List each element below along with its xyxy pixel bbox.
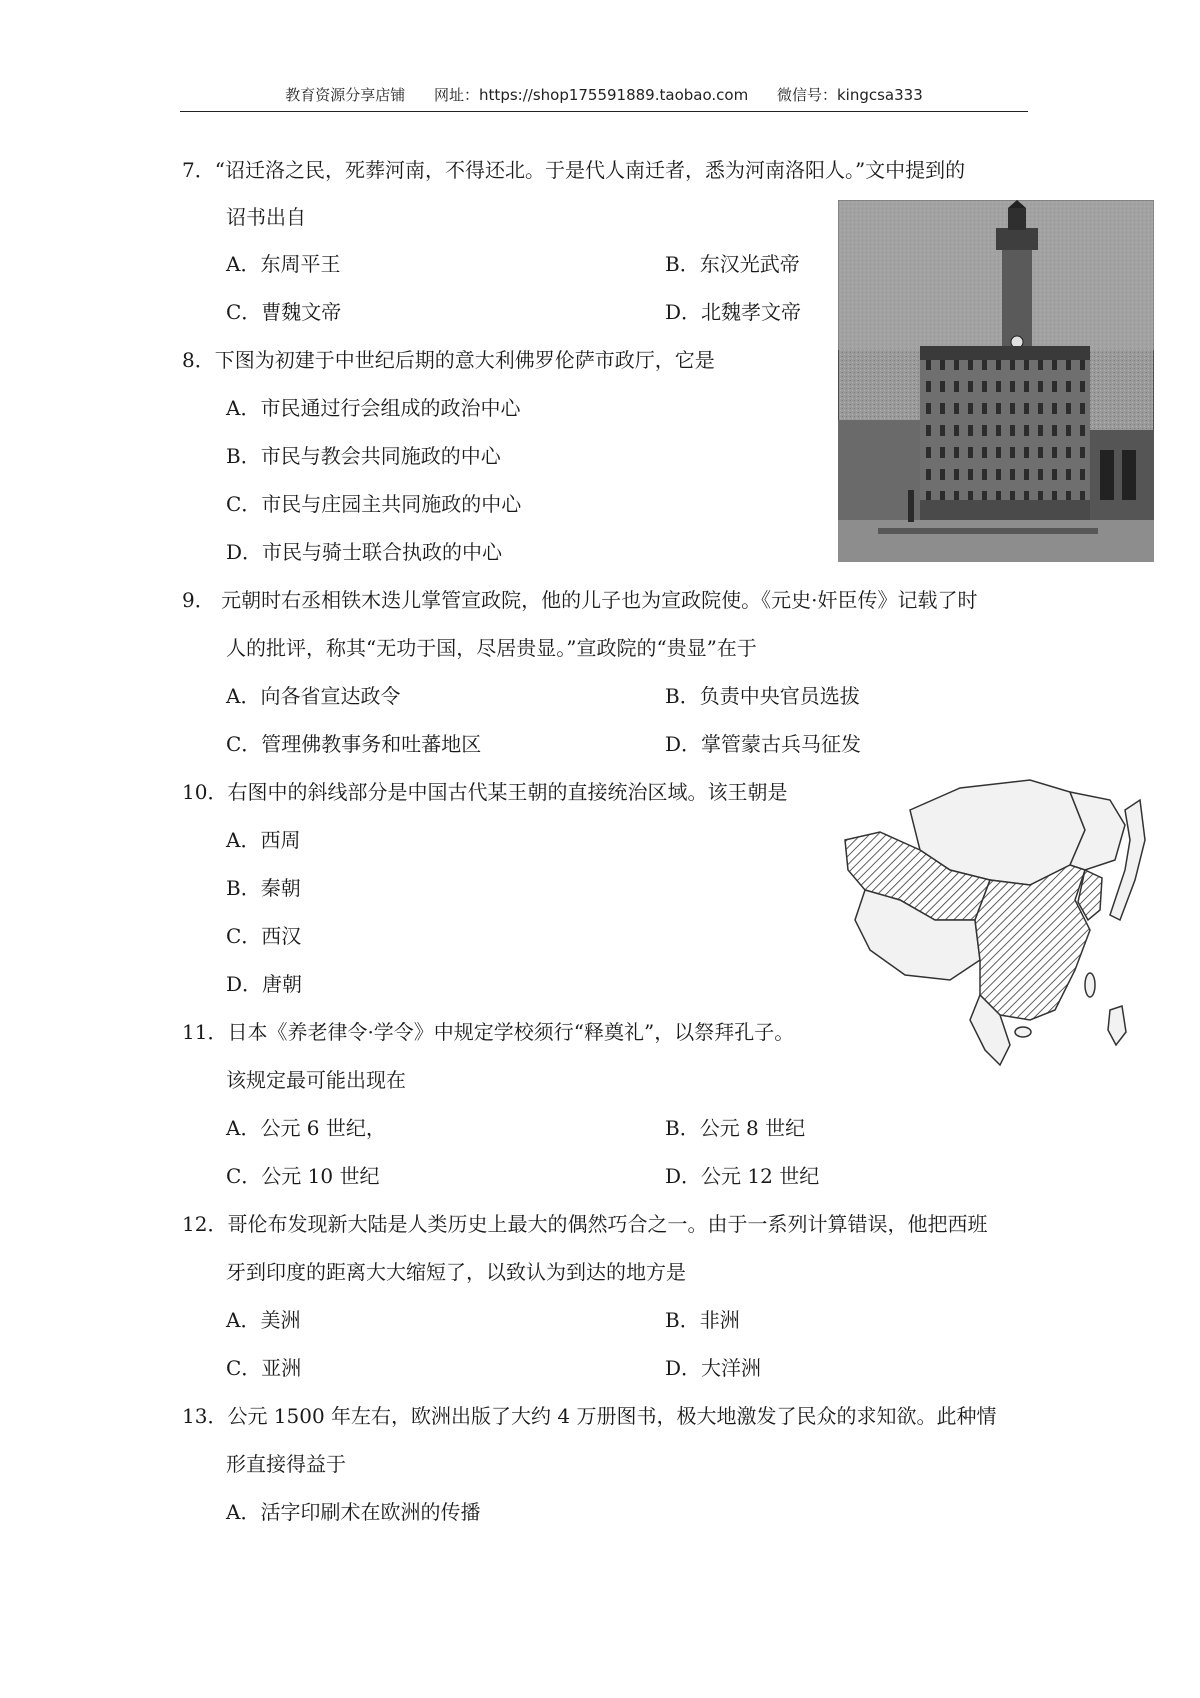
q7-option-d: D．北魏孝文帝: [665, 300, 802, 324]
q13-stem-cont: 形直接得益于: [226, 1452, 346, 1476]
q7-option-c: C．曹魏文帝: [226, 300, 342, 324]
q8-option-c: C．市民与庄园主共同施政的中心: [226, 492, 522, 516]
q11-option-a: A．公元 6 世纪，: [226, 1116, 386, 1140]
q11-stem: 11．日本《养老律令·学令》中规定学校须行“释奠礼”，以祭拜孔子。: [182, 1020, 795, 1044]
q12-option-c: C．亚洲: [226, 1356, 302, 1380]
q11-option-b: B．公元 8 世纪: [665, 1116, 806, 1140]
q12-option-a: A．美洲: [226, 1308, 301, 1332]
q11-option-d: D．公元 12 世纪: [665, 1164, 820, 1188]
q10-option-c: C．西汉: [226, 924, 302, 948]
q7-option-a: A．东周平王: [226, 252, 341, 276]
header-wechat: 微信号：kingcsa333: [776, 86, 923, 104]
q7-stem-cont: 诏书出自: [226, 205, 306, 229]
q9-stem-cont: 人的批评，称其“无功于国，尽居贵显。”宣政院的“贵显”在于: [226, 636, 757, 660]
q7-option-b: B．东汉光武帝: [665, 252, 800, 276]
q10-option-b: B．秦朝: [226, 876, 301, 900]
header-url: 网址：https://shop175591889.taobao.com: [434, 86, 749, 104]
q12-option-d: D．大洋洲: [665, 1356, 762, 1380]
q10-stem: 10．右图中的斜线部分是中国古代某王朝的直接统治区域。该王朝是: [182, 780, 788, 804]
q11-stem-cont: 该规定最可能出现在: [226, 1068, 406, 1092]
q8-option-a: A．市民通过行会组成的政治中心: [226, 396, 521, 420]
q7-stem: 7．“诏迁洛之民，死葬河南，不得还北。于是代人南迁者，悉为河南洛阳人。”文中提到的: [182, 158, 966, 182]
dynasty-territory-map: [840, 770, 1160, 1070]
q8-stem: 8．下图为初建于中世纪后期的意大利佛罗伦萨市政厅，它是: [182, 348, 715, 372]
header-shop: 教育资源分享店铺: [285, 86, 406, 104]
palazzo-vecchio-photo: [838, 200, 1154, 562]
q8-option-d: D．市民与骑士联合执政的中心: [226, 540, 503, 564]
q9-option-c: C．管理佛教事务和吐蕃地区: [226, 732, 482, 756]
q10-option-a: A．西周: [226, 828, 301, 852]
q13-stem: 13．公元 1500 年左右，欧洲出版了大约 4 万册图书，极大地激发了民众的求知欲。此种情: [182, 1404, 997, 1428]
q9-option-d: D．掌管蒙古兵马征发: [665, 732, 862, 756]
q9-option-b: B．负责中央官员选拔: [665, 684, 860, 708]
q9-stem: 9． 元朝时右丞相铁木迭儿掌管宣政院，他的儿子也为宣政院使。《元史·奸臣传》记载了时: [182, 588, 978, 612]
q12-option-b: B．非洲: [665, 1308, 740, 1332]
q13-option-a: A．活字印刷术在欧洲的传播: [226, 1500, 481, 1524]
q11-option-c: C．公元 10 世纪: [226, 1164, 380, 1188]
q10-option-d: D．唐朝: [226, 972, 303, 996]
q8-option-b: B．市民与教会共同施政的中心: [226, 444, 501, 468]
q9-option-a: A．向各省宣达政令: [226, 684, 401, 708]
q12-stem: 12．哥伦布发现新大陆是人类历史上最大的偶然巧合之一。由于一系列计算错误，他把西班: [182, 1212, 988, 1236]
q12-stem-cont: 牙到印度的距离大大缩短了，以致认为到达的地方是: [226, 1260, 686, 1284]
page-header: [180, 84, 1028, 112]
